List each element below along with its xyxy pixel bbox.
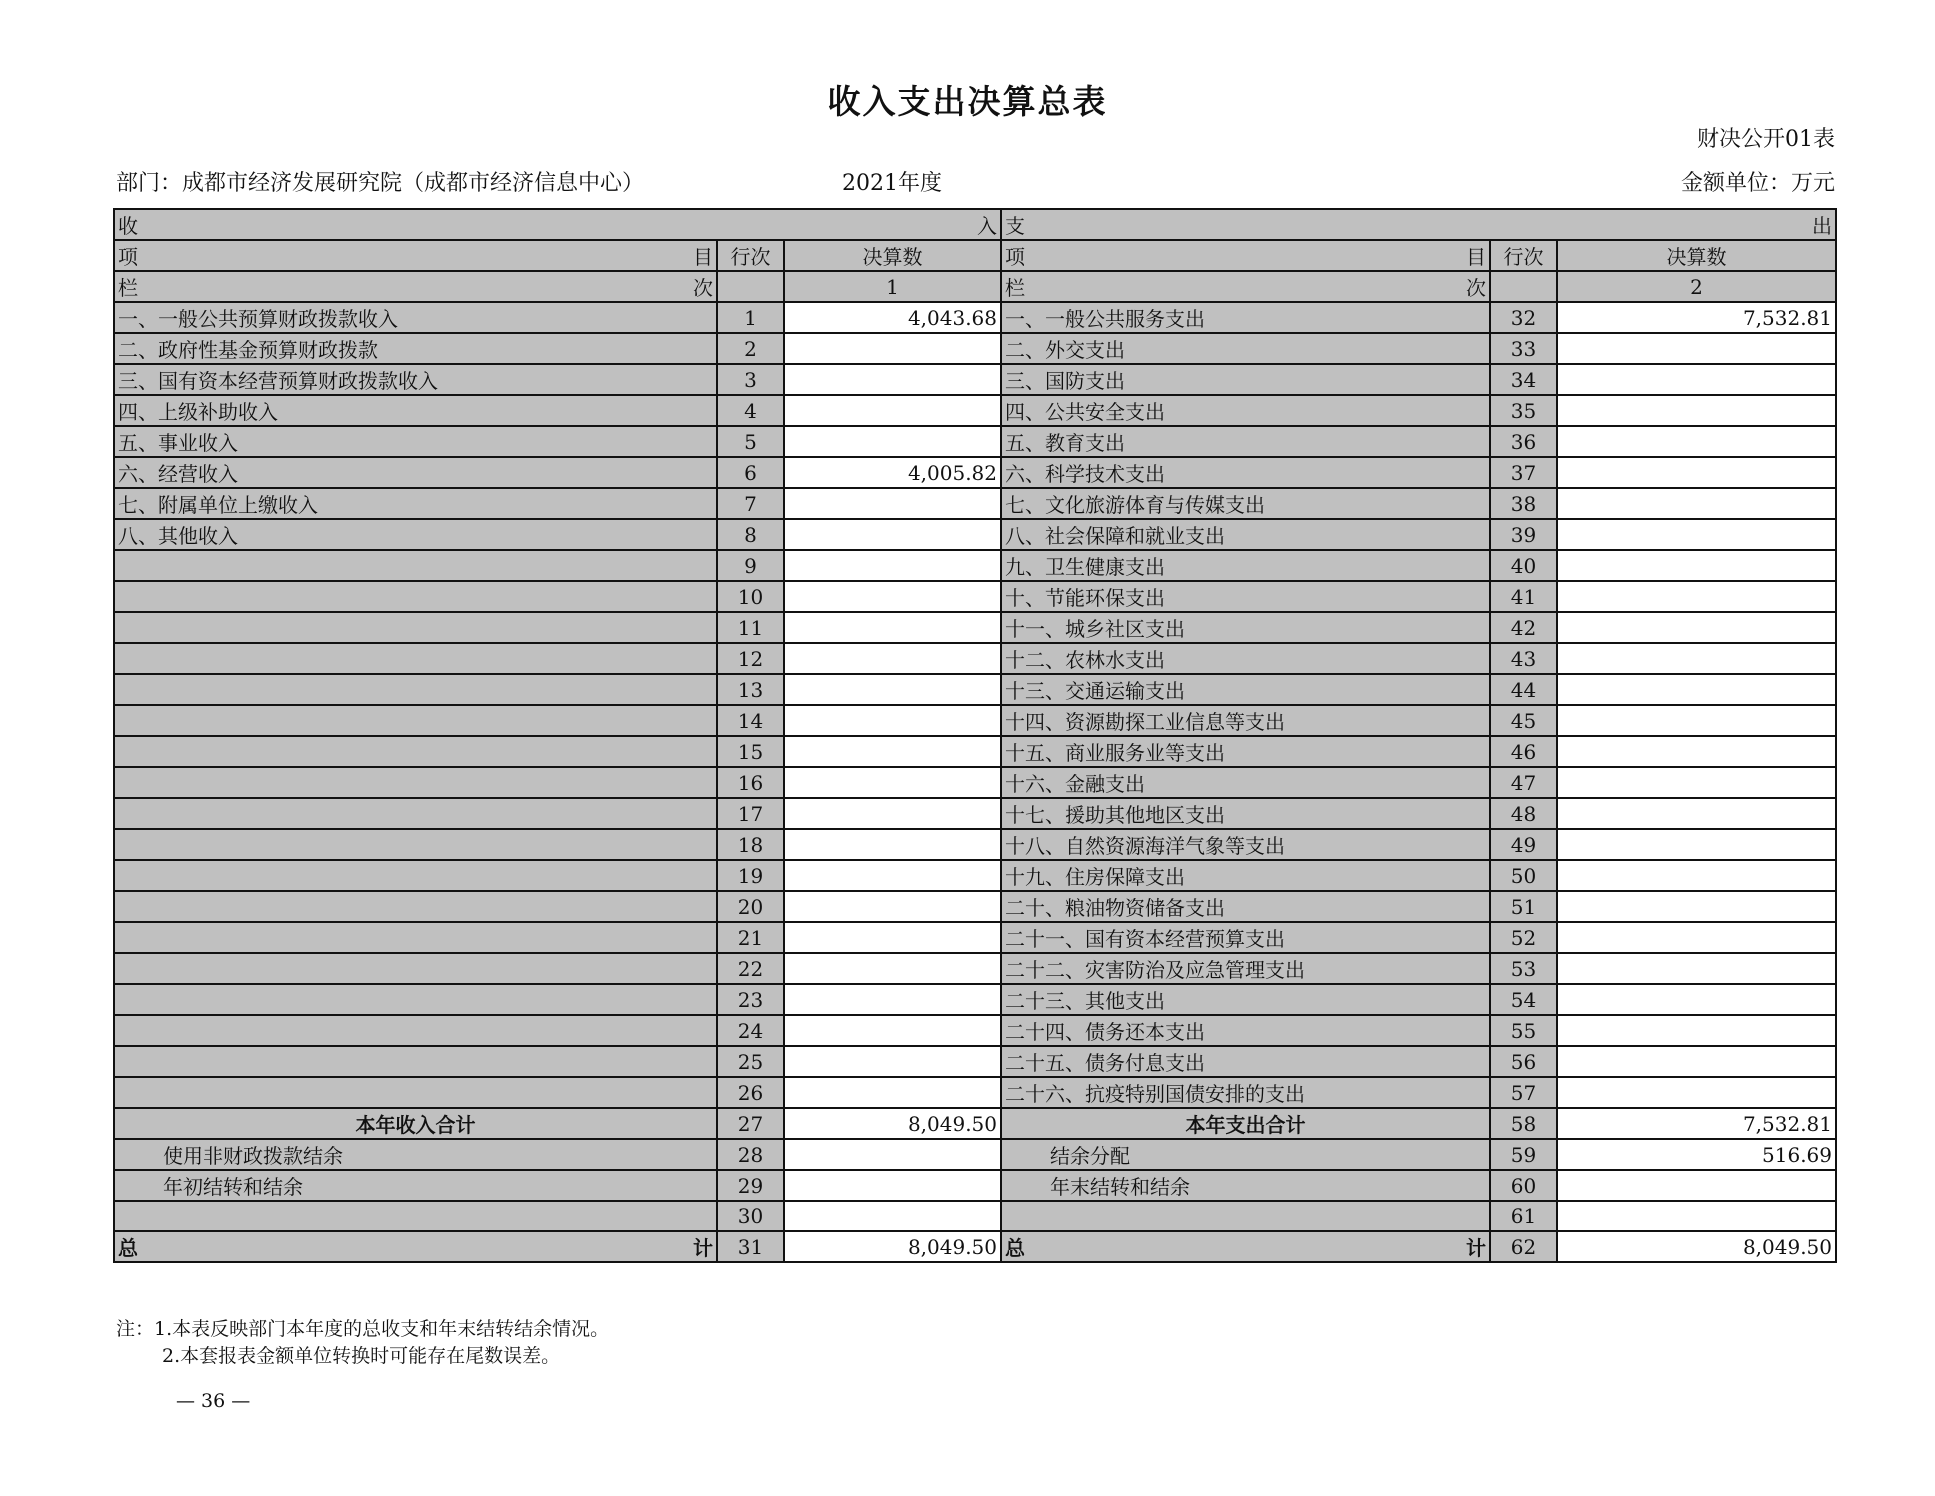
table-row — [114, 798, 1836, 829]
expense-row-number: 38 — [1490, 488, 1557, 519]
table-row — [114, 891, 1836, 922]
subtotal-row — [114, 1108, 1836, 1139]
expense-item-cell: 二十三、其他支出 — [1001, 984, 1490, 1015]
expense-row-number: 60 — [1490, 1170, 1557, 1201]
expense-item-cell: 年末结转和结余 — [1001, 1170, 1490, 1201]
income-row-number: 19 — [717, 860, 784, 891]
income-row-number: 6 — [717, 457, 784, 488]
income-amount-cell — [784, 488, 1001, 519]
expense-amount-cell — [1557, 891, 1836, 922]
expense-row-number: 37 — [1490, 457, 1557, 488]
expense-item-cell: 十六、金融支出 — [1001, 767, 1490, 798]
income-item-cell — [114, 922, 717, 953]
expense-item-cell: 四、公共安全支出 — [1001, 395, 1490, 426]
expense-item-cell: 十七、援助其他地区支出 — [1001, 798, 1490, 829]
income-row-number: 16 — [717, 767, 784, 798]
expense-row-number: 55 — [1490, 1015, 1557, 1046]
income-amount-cell — [784, 612, 1001, 643]
income-row-number: 20 — [717, 891, 784, 922]
income-total-number: 31 — [717, 1231, 784, 1262]
expense-rowno-header: 行次 — [1490, 240, 1557, 271]
expense-item-cell: 二十六、抗疫特别国债安排的支出 — [1001, 1077, 1490, 1108]
income-amount-cell — [784, 426, 1001, 457]
income-item-cell — [114, 550, 717, 581]
expense-amount-cell — [1557, 1015, 1836, 1046]
expense-amount-cell: 516.69 — [1557, 1139, 1836, 1170]
expense-item-cell: 五、教育支出 — [1001, 426, 1490, 457]
income-row-number: 9 — [717, 550, 784, 581]
income-amount-cell — [784, 984, 1001, 1015]
header-row-colnums — [114, 271, 1836, 302]
expense-total-number: 62 — [1490, 1231, 1557, 1262]
expense-row-number: 49 — [1490, 829, 1557, 860]
expense-row-number: 33 — [1490, 333, 1557, 364]
table-row — [114, 581, 1836, 612]
income-item-cell: 三、国有资本经营预算财政拨款收入 — [114, 364, 717, 395]
income-section-header: 收 入 — [114, 209, 1001, 240]
table-row — [114, 643, 1836, 674]
income-item-cell: 使用非财政拨款结余 — [114, 1139, 717, 1170]
table-row — [114, 488, 1836, 519]
expense-item-cell: 十五、商业服务业等支出 — [1001, 736, 1490, 767]
income-row-number: 2 — [717, 333, 784, 364]
income-amount-cell — [784, 891, 1001, 922]
table-row — [114, 1170, 1836, 1201]
expense-row-number: 44 — [1490, 674, 1557, 705]
income-item-cell — [114, 953, 717, 984]
table-row — [114, 550, 1836, 581]
expense-subtotal-number: 58 — [1490, 1108, 1557, 1139]
income-amount-cell — [784, 829, 1001, 860]
table-row — [114, 364, 1836, 395]
income-amount-cell — [784, 395, 1001, 426]
table-row — [114, 1077, 1836, 1108]
table-row — [114, 984, 1836, 1015]
header-row-columns — [114, 240, 1836, 271]
expense-item-cell: 六、科学技术支出 — [1001, 457, 1490, 488]
note-2: 2.本套报表金额单位转换时可能存在尾数误差。 — [162, 1345, 561, 1367]
income-item-cell — [114, 705, 717, 736]
income-item-cell — [114, 1201, 717, 1231]
expense-row-number: 54 — [1490, 984, 1557, 1015]
table-row — [114, 1046, 1836, 1077]
expense-col-number: 2 — [1557, 271, 1836, 302]
expense-row-number: 52 — [1490, 922, 1557, 953]
income-amount-cell — [784, 922, 1001, 953]
income-row-number: 21 — [717, 922, 784, 953]
income-amount-cell — [784, 953, 1001, 984]
expense-subtotal-amount: 7,532.81 — [1557, 1108, 1836, 1139]
expense-item-cell: 十四、资源勘探工业信息等支出 — [1001, 705, 1490, 736]
expense-item-cell: 三、国防支出 — [1001, 364, 1490, 395]
income-subtotal-amount: 8,049.50 — [784, 1108, 1001, 1139]
income-amount-cell — [784, 1139, 1001, 1170]
expense-row-number: 61 — [1490, 1201, 1557, 1231]
page-number: — 36 — — [176, 1390, 251, 1412]
income-amount-cell — [784, 643, 1001, 674]
table-row — [114, 860, 1836, 891]
expense-item-cell: 二、外交支出 — [1001, 333, 1490, 364]
income-total-amount: 8,049.50 — [784, 1231, 1001, 1262]
income-row-number: 24 — [717, 1015, 784, 1046]
table-row — [114, 302, 1836, 333]
income-item-cell: 八、其他收入 — [114, 519, 717, 550]
income-item-cell: 六、经营收入 — [114, 457, 717, 488]
table-row — [114, 705, 1836, 736]
expense-row-number: 35 — [1490, 395, 1557, 426]
table-row — [114, 395, 1836, 426]
income-item-cell — [114, 984, 717, 1015]
income-subtotal-label: 本年收入合计 — [114, 1108, 717, 1139]
income-row-number: 4 — [717, 395, 784, 426]
income-item-cell — [114, 829, 717, 860]
expense-row-number: 48 — [1490, 798, 1557, 829]
expense-item-cell: 二十五、债务付息支出 — [1001, 1046, 1490, 1077]
expense-amount-cell — [1557, 922, 1836, 953]
income-amount-cell — [784, 798, 1001, 829]
income-item-cell: 年初结转和结余 — [114, 1170, 717, 1201]
income-amount-cell: 4,005.82 — [784, 457, 1001, 488]
income-row-number: 8 — [717, 519, 784, 550]
expense-amount-cell — [1557, 953, 1836, 984]
expense-item-cell: 九、卫生健康支出 — [1001, 550, 1490, 581]
income-row-number: 5 — [717, 426, 784, 457]
note-1: 注：1.本表反映部门本年度的总收支和年末结转结余情况。 — [116, 1318, 610, 1340]
income-row-number: 15 — [717, 736, 784, 767]
income-col-label: 栏 次 — [114, 271, 717, 302]
income-amount-header: 决算数 — [784, 240, 1001, 271]
expense-item-cell: 十三、交通运输支出 — [1001, 674, 1490, 705]
income-item-cell — [114, 736, 717, 767]
income-item-cell — [114, 643, 717, 674]
income-amount-cell — [784, 674, 1001, 705]
table-row — [114, 829, 1836, 860]
income-amount-cell: 4,043.68 — [784, 302, 1001, 333]
expense-col-label: 栏 次 — [1001, 271, 1490, 302]
header-row-section — [114, 209, 1836, 240]
income-item-cell — [114, 891, 717, 922]
income-row-number: 23 — [717, 984, 784, 1015]
expense-item-cell: 十、节能环保支出 — [1001, 581, 1490, 612]
table-row — [114, 674, 1836, 705]
income-item-cell — [114, 1015, 717, 1046]
expense-row-number: 47 — [1490, 767, 1557, 798]
income-row-number: 14 — [717, 705, 784, 736]
expense-item-cell: 二十四、债务还本支出 — [1001, 1015, 1490, 1046]
budget-table — [113, 208, 1837, 1263]
expense-amount-cell — [1557, 767, 1836, 798]
income-item-cell: 四、上级补助收入 — [114, 395, 717, 426]
income-row-number: 28 — [717, 1139, 784, 1170]
expense-row-number: 32 — [1490, 302, 1557, 333]
income-row-number: 13 — [717, 674, 784, 705]
income-row-number: 11 — [717, 612, 784, 643]
income-row-number: 18 — [717, 829, 784, 860]
income-row-number: 10 — [717, 581, 784, 612]
expense-amount-cell — [1557, 674, 1836, 705]
form-number: 财决公开01表 — [1697, 127, 1835, 152]
expense-row-number: 57 — [1490, 1077, 1557, 1108]
expense-amount-cell — [1557, 829, 1836, 860]
expense-amount-cell — [1557, 426, 1836, 457]
income-col-number: 1 — [784, 271, 1001, 302]
income-item-cell — [114, 860, 717, 891]
expense-row-number: 43 — [1490, 643, 1557, 674]
expense-amount-cell — [1557, 581, 1836, 612]
expense-amount-cell — [1557, 519, 1836, 550]
income-amount-cell — [784, 1077, 1001, 1108]
expense-item-cell: 十九、住房保障支出 — [1001, 860, 1490, 891]
table-row — [114, 1139, 1836, 1170]
income-row-number: 7 — [717, 488, 784, 519]
income-item-cell — [114, 612, 717, 643]
expense-item-cell: 十一、城乡社区支出 — [1001, 612, 1490, 643]
expense-row-number: 51 — [1490, 891, 1557, 922]
income-amount-cell — [784, 519, 1001, 550]
expense-item-cell — [1001, 1201, 1490, 1231]
expense-row-number: 45 — [1490, 705, 1557, 736]
expense-amount-cell — [1557, 612, 1836, 643]
expense-row-number: 46 — [1490, 736, 1557, 767]
expense-total-amount: 8,049.50 — [1557, 1231, 1836, 1262]
expense-item-cell: 十八、自然资源海洋气象等支出 — [1001, 829, 1490, 860]
income-total-label: 总 计 — [114, 1231, 717, 1262]
table-row — [114, 922, 1836, 953]
table-row — [114, 612, 1836, 643]
income-amount-cell — [784, 550, 1001, 581]
income-amount-cell — [784, 364, 1001, 395]
table-row — [114, 953, 1836, 984]
department-label: 部门：成都市经济发展研究院（成都市经济信息中心） — [116, 171, 645, 196]
income-row-number: 22 — [717, 953, 784, 984]
expense-amount-cell — [1557, 457, 1836, 488]
expense-item-header: 项 目 — [1001, 240, 1490, 271]
expense-row-number: 50 — [1490, 860, 1557, 891]
income-rowno-header: 行次 — [717, 240, 784, 271]
expense-item-cell: 一、一般公共服务支出 — [1001, 302, 1490, 333]
expense-item-cell: 二十、粮油物资储备支出 — [1001, 891, 1490, 922]
income-amount-cell — [784, 705, 1001, 736]
expense-amount-cell — [1557, 1046, 1836, 1077]
page-title: 收入支出决算总表 — [827, 82, 1108, 121]
notes — [116, 1316, 609, 1370]
expense-amount-cell — [1557, 488, 1836, 519]
expense-amount-cell — [1557, 550, 1836, 581]
table-row — [114, 1015, 1836, 1046]
expense-row-number: 34 — [1490, 364, 1557, 395]
income-item-cell: 一、一般公共预算财政拨款收入 — [114, 302, 717, 333]
income-amount-cell — [784, 860, 1001, 891]
income-amount-cell — [784, 1201, 1001, 1231]
expense-row-number: 56 — [1490, 1046, 1557, 1077]
expense-total-label: 总 计 — [1001, 1231, 1490, 1262]
income-subtotal-number: 27 — [717, 1108, 784, 1139]
income-row-number: 17 — [717, 798, 784, 829]
expense-amount-cell — [1557, 798, 1836, 829]
income-row-number: 25 — [717, 1046, 784, 1077]
income-amount-cell — [784, 767, 1001, 798]
expense-amount-cell — [1557, 364, 1836, 395]
expense-amount-cell — [1557, 395, 1836, 426]
expense-amount-cell — [1557, 333, 1836, 364]
income-item-cell — [114, 1077, 717, 1108]
income-amount-cell — [784, 1170, 1001, 1201]
expense-amount-cell — [1557, 1077, 1836, 1108]
income-row-number: 1 — [717, 302, 784, 333]
income-item-cell — [114, 1046, 717, 1077]
income-row-number: 3 — [717, 364, 784, 395]
expense-item-cell: 二十二、灾害防治及应急管理支出 — [1001, 953, 1490, 984]
table-row — [114, 519, 1836, 550]
table-row — [114, 457, 1836, 488]
table-row — [114, 426, 1836, 457]
expense-amount-header: 决算数 — [1557, 240, 1836, 271]
expense-amount-cell — [1557, 1170, 1836, 1201]
income-item-cell: 五、事业收入 — [114, 426, 717, 457]
income-item-cell: 二、政府性基金预算财政拨款 — [114, 333, 717, 364]
expense-row-number: 36 — [1490, 426, 1557, 457]
unit-label: 金额单位：万元 — [1680, 171, 1835, 196]
expense-amount-cell — [1557, 705, 1836, 736]
income-row-number: 30 — [717, 1201, 784, 1231]
expense-section-header: 支 出 — [1001, 209, 1836, 240]
income-row-number: 12 — [717, 643, 784, 674]
expense-item-cell: 结余分配 — [1001, 1139, 1490, 1170]
income-item-cell — [114, 674, 717, 705]
expense-row-number: 59 — [1490, 1139, 1557, 1170]
table-row — [114, 1201, 1836, 1231]
income-amount-cell — [784, 333, 1001, 364]
expense-amount-cell — [1557, 1201, 1836, 1231]
table-row — [114, 736, 1836, 767]
income-item-cell — [114, 767, 717, 798]
expense-item-cell: 二十一、国有资本经营预算支出 — [1001, 922, 1490, 953]
year-label: 2021年度 — [842, 171, 942, 196]
expense-item-cell: 八、社会保障和就业支出 — [1001, 519, 1490, 550]
income-item-cell: 七、附属单位上缴收入 — [114, 488, 717, 519]
table-row — [114, 767, 1836, 798]
expense-item-cell: 十二、农林水支出 — [1001, 643, 1490, 674]
income-item-header: 项 目 — [114, 240, 717, 271]
income-amount-cell — [784, 1015, 1001, 1046]
table-row — [114, 333, 1836, 364]
expense-amount-cell — [1557, 984, 1836, 1015]
expense-row-number: 40 — [1490, 550, 1557, 581]
expense-subtotal-label: 本年支出合计 — [1001, 1108, 1490, 1139]
expense-row-number: 41 — [1490, 581, 1557, 612]
income-amount-cell — [784, 736, 1001, 767]
income-amount-cell — [784, 1046, 1001, 1077]
income-row-number: 26 — [717, 1077, 784, 1108]
expense-item-cell: 七、文化旅游体育与传媒支出 — [1001, 488, 1490, 519]
expense-amount-cell — [1557, 736, 1836, 767]
income-item-cell — [114, 581, 717, 612]
total-row — [114, 1231, 1836, 1262]
income-item-cell — [114, 798, 717, 829]
income-amount-cell — [784, 581, 1001, 612]
income-row-number: 29 — [717, 1170, 784, 1201]
expense-row-number: 42 — [1490, 612, 1557, 643]
expense-amount-cell: 7,532.81 — [1557, 302, 1836, 333]
expense-amount-cell — [1557, 643, 1836, 674]
expense-amount-cell — [1557, 860, 1836, 891]
expense-row-number: 39 — [1490, 519, 1557, 550]
expense-row-number: 53 — [1490, 953, 1557, 984]
